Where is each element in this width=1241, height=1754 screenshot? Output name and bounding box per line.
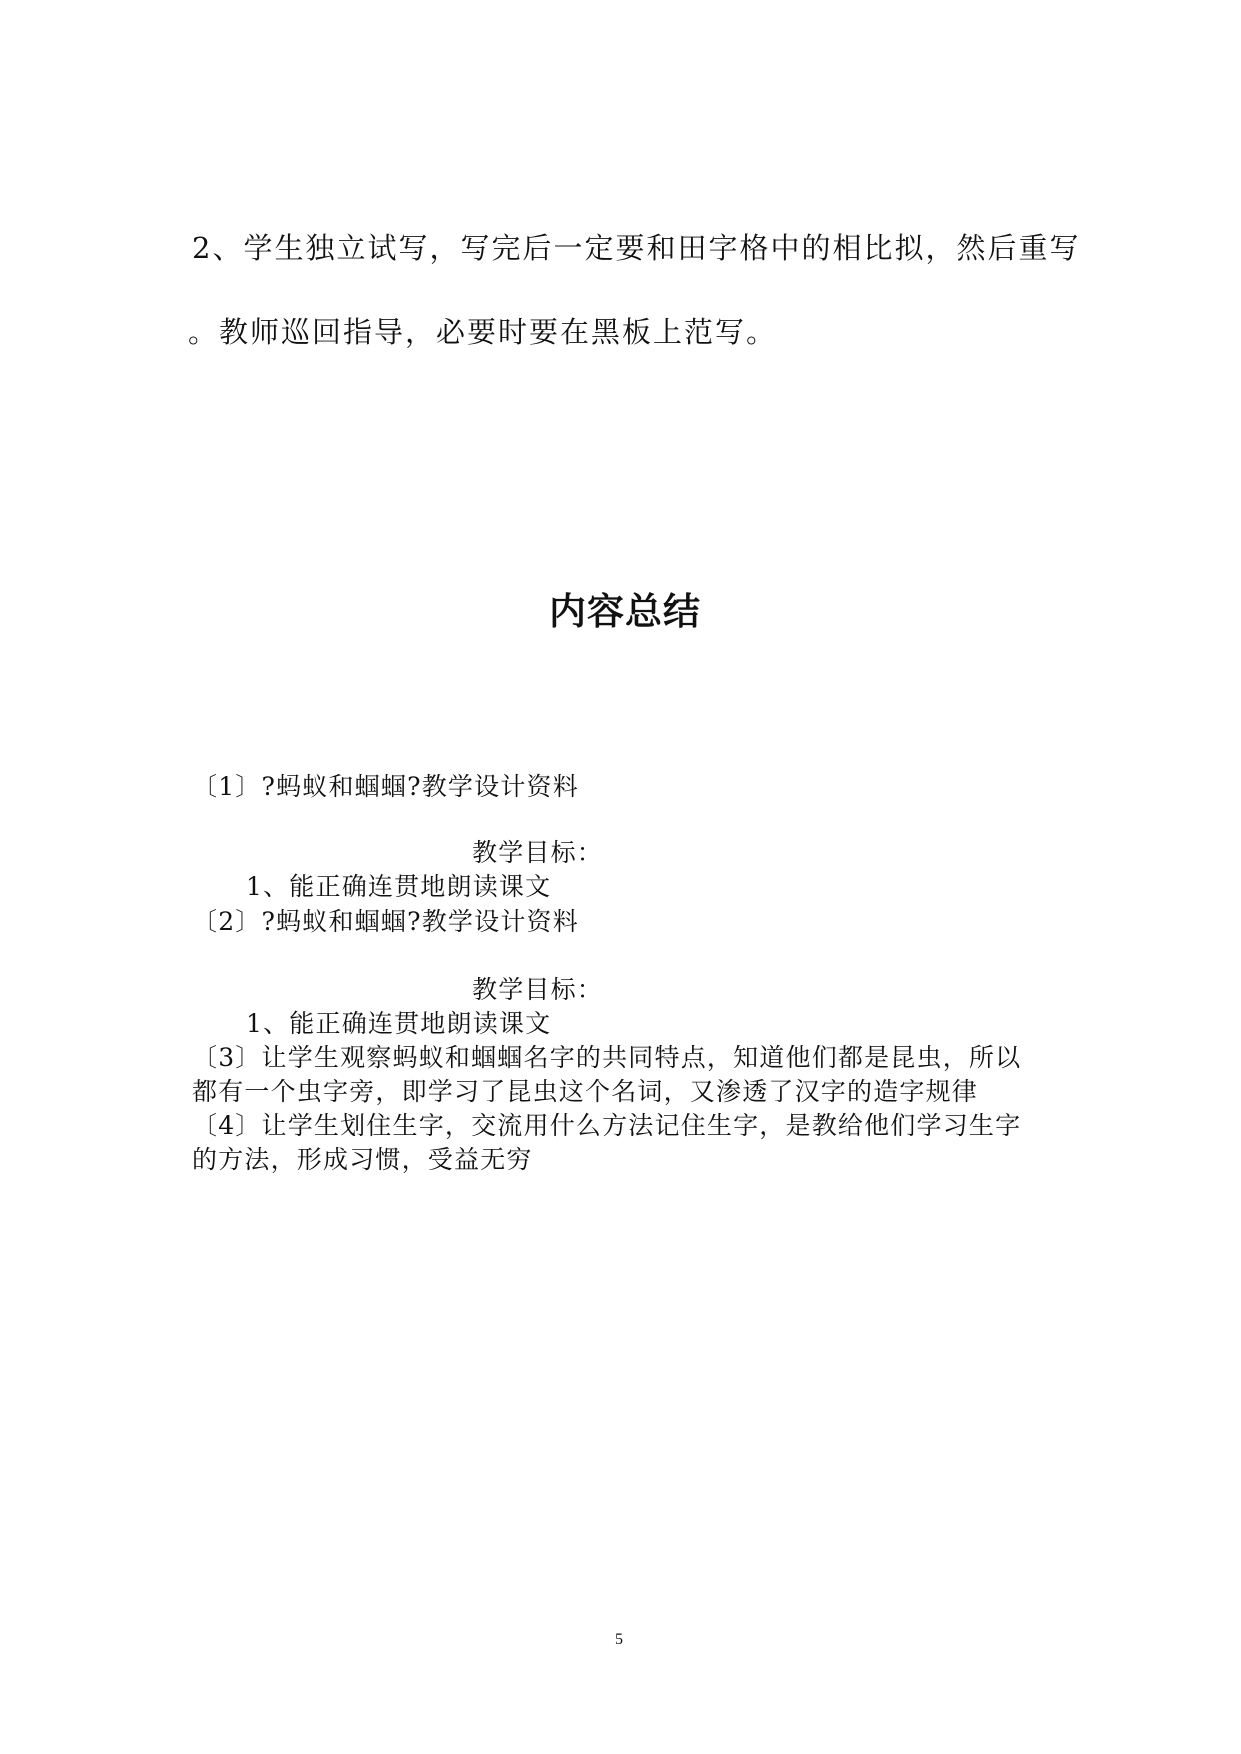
item-4-line-2: 的方法，形成习惯，受益无穷	[192, 1145, 533, 1174]
intro-line-1: 2、学生独立试写，写完后一定要和田字格中的相比拟，然后重写	[192, 231, 1081, 265]
item-3-line-1: 〔3〕让学生观察蚂蚁和蝈蝈名字的共同特点，知道他们都是昆虫，所以	[192, 1043, 1022, 1072]
section-heading: 内容总结	[549, 590, 701, 633]
item-2-title: 〔2〕?蚂蚁和蝈蝈?教学设计资料	[192, 907, 579, 936]
item-1-goal-1: 1、能正确连贯地朗读课文	[246, 872, 552, 901]
item-2-goal-label: 教学目标：	[472, 975, 604, 1004]
intro-line-2: 。教师巡回指导，必要时要在黑板上范写。	[188, 315, 778, 349]
item-1-title: 〔1〕?蚂蚁和蝈蝈?教学设计资料	[192, 772, 579, 801]
item-1-goal-label: 教学目标：	[472, 838, 604, 867]
page-number: 5	[615, 1631, 623, 1648]
item-3-line-2: 都有一个虫字旁，即学习了昆虫这个名词，又渗透了汉字的造字规律	[192, 1077, 979, 1106]
item-2-goal-1: 1、能正确连贯地朗读课文	[246, 1009, 552, 1038]
item-4-line-1: 〔4〕让学生划住生字，交流用什么方法记住生字，是教给他们学习生字	[192, 1111, 1022, 1140]
